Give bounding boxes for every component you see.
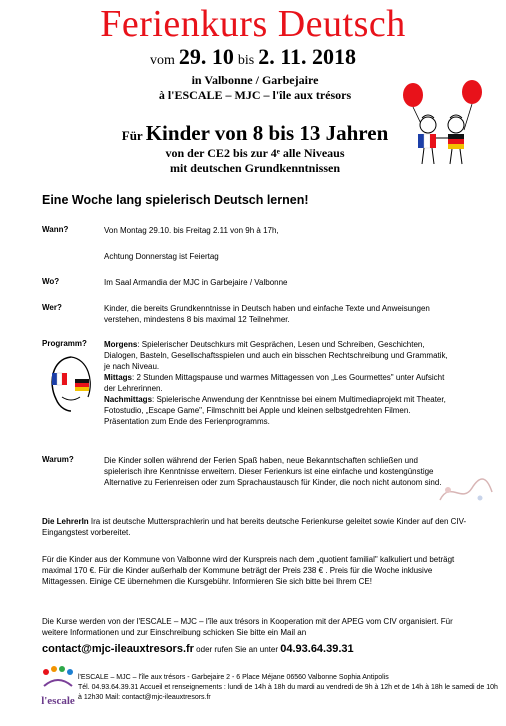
wann-note: Achtung Donnerstag ist Feiertag bbox=[104, 252, 219, 261]
location bbox=[80, 73, 430, 103]
programm-label: Programm? bbox=[42, 339, 87, 348]
contact-line bbox=[42, 643, 354, 655]
mittags-text: : 2 Stunden Mittagspause und warmes Mittagessen von „Les Gourmettes" unter Aufsicht der Lehrerinnen. bbox=[104, 373, 445, 393]
contact-email[interactable]: contact@mjc-ileauxtresors.fr bbox=[42, 643, 194, 655]
niveau-line-1: von der CE2 bis zur 4ᵉ alle Niveaus bbox=[165, 146, 345, 160]
target-group bbox=[80, 121, 430, 146]
bis-label: bis bbox=[237, 53, 255, 68]
nachmittags-label: Nachmittags bbox=[104, 395, 153, 404]
wo-text: Im Saal Armandia der MJC in Garbejaire / Valbonne bbox=[104, 278, 288, 287]
contact-middle-text: oder rufen Sie an unter bbox=[193, 645, 281, 654]
wer-text: Kinder, die bereits Grundkenntnisse in Deutsch haben und einfache Texte und Anweisungen verstehen, mindestens 8 bis maximal 12 Teilnehmer. bbox=[104, 304, 430, 324]
wer-label: Wer? bbox=[42, 303, 62, 312]
escale-logo-text: l'escale bbox=[41, 695, 75, 707]
teacher-label: Die LehrerIn bbox=[42, 517, 89, 526]
morgens-text: : Spielerischer Deutschkurs mit Gesprächen, Lesen und Schreiben, Geschichten, Dialogen, Basteln, Gesellschaftsspielen und auch ein bisschen Rechtschreibung und Grammatik, je nach Niveau. bbox=[104, 340, 448, 371]
contact-phone[interactable]: 04.93.64.39.31 bbox=[280, 643, 354, 655]
escale-logo-figures-icon bbox=[40, 664, 76, 694]
mittags-paragraph bbox=[104, 372, 452, 394]
wann-label: Wann? bbox=[42, 225, 69, 234]
teacher-paragraph bbox=[42, 516, 477, 538]
morgens-label: Morgens bbox=[104, 340, 138, 349]
niveau-info bbox=[80, 146, 430, 176]
fuer-label: Für bbox=[121, 128, 143, 143]
location-line-1: in Valbonne / Garbejaire bbox=[191, 73, 319, 87]
programm-text bbox=[104, 339, 452, 427]
cooperation-paragraph: Die Kurse werden von der l'ESCALE – MJC – l'île aux trésors in Kooperation mit der APEG vom CIV organisiert. Für weitere Informationen und zur Einschreibung schicken Sie bitte ein Mail an bbox=[42, 617, 453, 637]
escale-logo bbox=[40, 664, 76, 710]
course-dates bbox=[0, 44, 506, 70]
decorative-swirl-illustration bbox=[436, 470, 496, 510]
niveau-line-2: mit deutschen Grundkenntnissen bbox=[169, 161, 341, 175]
warum-text: Die Kinder sollen während der Ferien Spaß haben, neue Bekanntschaften schließen und spielerisch ihre Kenntnisse erweitern. Dieser Ferienkurs ist eine einfache und kostengünstige Alternative zu Ferienreisen oder zum Sprachaustausch für Kinder, die noch nicht autonom sind. bbox=[104, 456, 442, 487]
vom-label: vom bbox=[149, 53, 175, 68]
footer-address bbox=[78, 673, 498, 703]
wo-label: Wo? bbox=[42, 277, 60, 286]
nachmittags-paragraph bbox=[104, 394, 452, 427]
target-age: Kinder von 8 bis 13 Jahren bbox=[145, 121, 389, 145]
section-headline: Eine Woche lang spielerisch Deutsch lernen! bbox=[42, 193, 309, 207]
date-from: 29. 10 bbox=[178, 44, 234, 69]
location-line-2: à l'ESCALE – MJC – l'île aux trésors bbox=[158, 88, 352, 102]
date-to: 2. 11. 2018 bbox=[258, 44, 357, 69]
children-balloons-illustration bbox=[398, 80, 488, 180]
wann-text: Von Montag 29.10. bis Freitag 2.11 von 9h à 17h, bbox=[104, 226, 279, 235]
morgens-paragraph bbox=[104, 339, 452, 372]
footer-line-1: l'ESCALE – MJC – l'île aux trésors - Garbejaire 2 - 6 Place Méjane 06560 Valbonne Sophia Antipolis bbox=[78, 674, 389, 681]
mittags-label: Mittags bbox=[104, 373, 132, 382]
teacher-text: Ira ist deutsche Muttersprachlerin und hat bereits deutsche Ferienkurse geleitet sowie Kinder auf den CIV-Eingangstest vorbereitet. bbox=[42, 517, 467, 537]
nachmittags-text: : Spielerische Anwendung der Kenntnisse bei einem Multimediaprojekt mit Theater, Fotostudio, „Escape Game", Filmschnitt bei Apple und kleinen selbstgedrehten Filmen. Präsentation zum Ende des Ferienprogramms. bbox=[104, 395, 446, 426]
warum-label: Warum? bbox=[42, 455, 74, 464]
page-title: Ferienkurs Deutsch bbox=[100, 3, 406, 45]
price-paragraph: Für die Kinder aus der Kommune von Valbonne wird der Kurspreis nach dem „quotient familial" kalkuliert und beträgt maximal 170 €. Für die Kinder außerhalb der Kommune beträgt der Preis 238 € . Preis für die Woche inklusive Mittagessen. Einige CE übernehmen die Kursgebühr. Informieren Sie sich bitte bei Ihrem CE! bbox=[42, 555, 455, 586]
face-flags-illustration bbox=[42, 353, 100, 415]
footer-line-2: Tél. 04.93.64.39.31 Accueil et renseignements : lundi de 14h à 18h du mardi au vendredi de 9h à 12h et de 14h à 18h le samedi de 10h à 12h30 Mail: contact@mjc-ileauxtresors.fr bbox=[78, 684, 498, 701]
